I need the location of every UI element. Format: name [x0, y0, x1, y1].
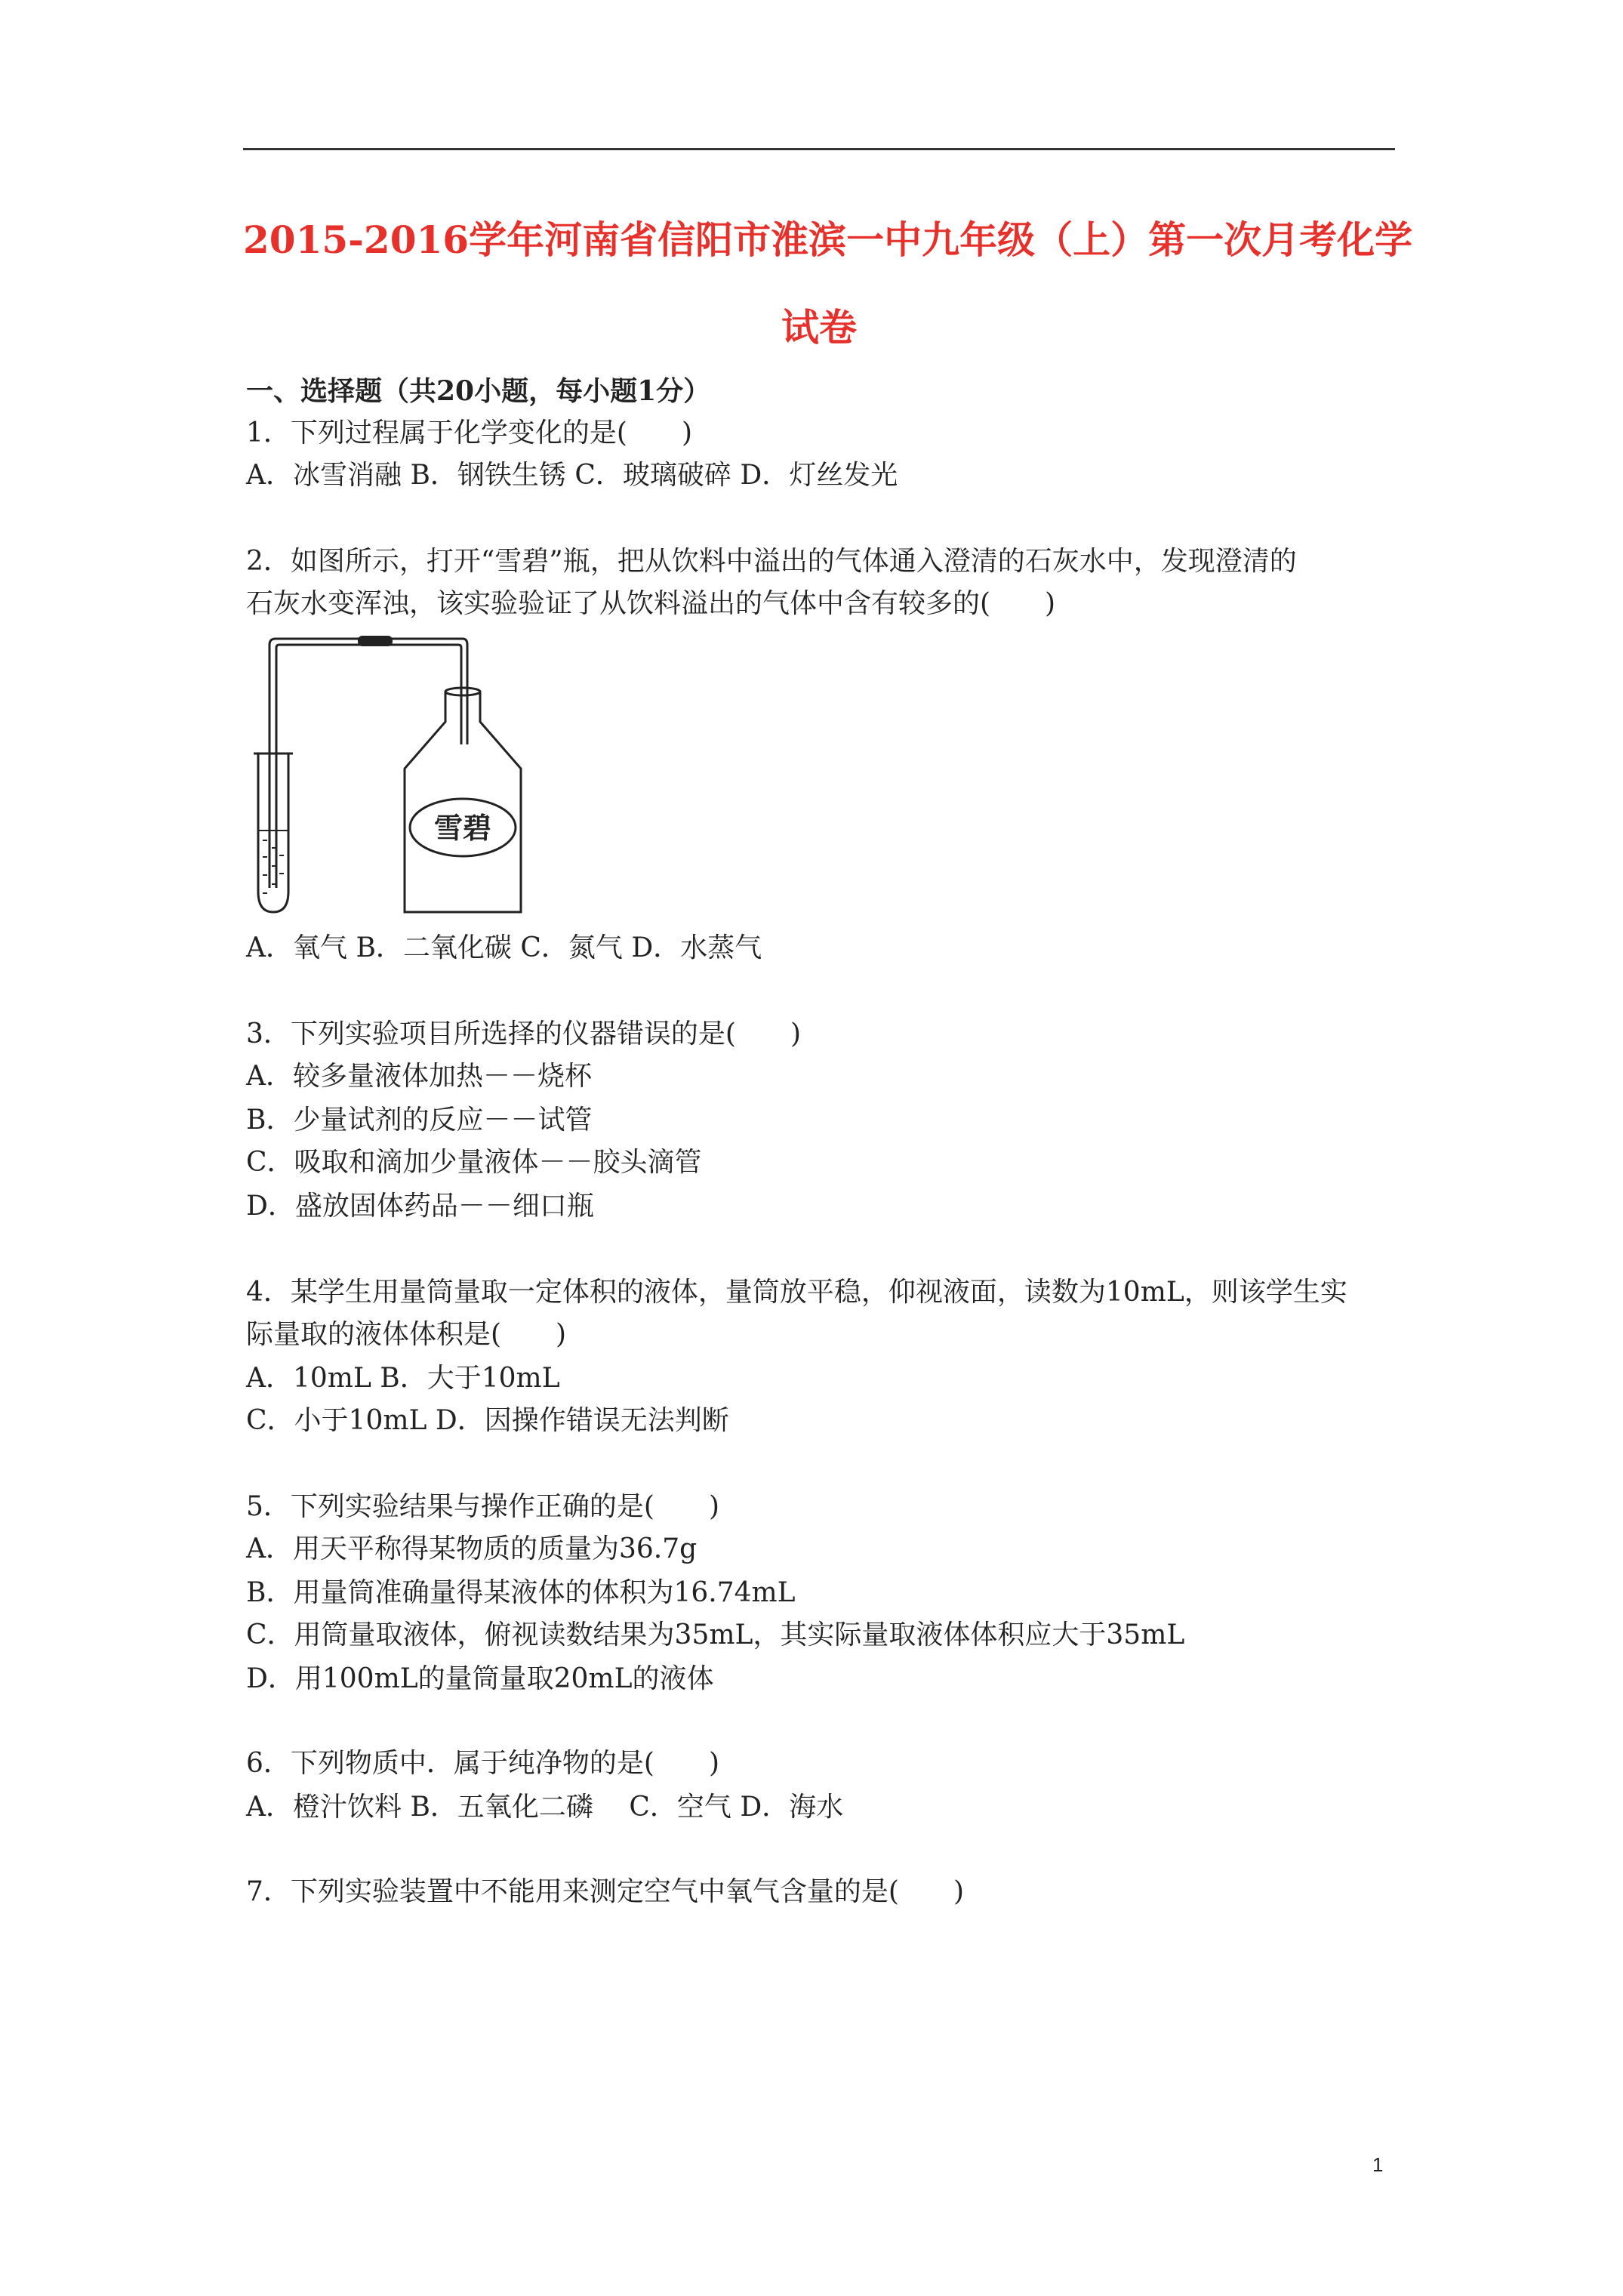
- section-heading: 一、选择题（共20小题，每小题1分）: [246, 375, 711, 407]
- header-rule: [243, 148, 1395, 150]
- question-3-option-d: D．盛放固体药品－－细口瓶: [246, 1191, 594, 1222]
- limewater-bubbles: [263, 840, 284, 894]
- page-number: 1: [1372, 2153, 1384, 2176]
- question-2-stem-line-2: 石灰水变浑浊，该实验验证了从饮料溢出的气体中含有较多的( ): [246, 588, 1056, 619]
- bottle-label-text: 雪碧: [433, 812, 492, 845]
- question-3-option-b: B．少量试剂的反应－－试管: [246, 1105, 593, 1136]
- question-5-option-d: D．用100mL的量筒量取20mL的液体: [246, 1663, 714, 1694]
- question-2-options: A．氧气 B．二氧化碳 C．氮气 D．水蒸气: [246, 932, 762, 963]
- question-5-option-b: B．用量筒准确量得某液体的体积为16.74mL: [246, 1577, 796, 1608]
- bottle-mouth: [445, 688, 480, 695]
- soda-limewater-apparatus-figure: [246, 631, 533, 918]
- question-6-options: A．橙汁饮料 B．五氧化二磷 C．空气 D．海水: [246, 1792, 844, 1823]
- question-4-options-line-1: A．10mL B．大于10mL: [246, 1363, 560, 1394]
- delivery-tube: [269, 639, 467, 888]
- question-3-stem: 3．下列实验项目所选择的仪器错误的是( ): [246, 1019, 801, 1049]
- question-5-option-c: C．用筒量取液体，俯视读数结果为35mL，其实际量取液体体积应大于35mL: [246, 1620, 1185, 1650]
- soda-bottle: [405, 692, 521, 912]
- rubber-connector: [358, 636, 393, 646]
- question-4-stem-line-2: 际量取的液体体积是( ): [246, 1319, 567, 1350]
- question-5-option-a: A．用天平称得某物质的质量为36.7g: [246, 1533, 698, 1564]
- question-5-stem: 5．下列实验结果与操作正确的是( ): [246, 1491, 719, 1522]
- question-1-stem: 1．下列过程属于化学变化的是( ): [246, 418, 692, 448]
- exam-title-line-2: 试卷: [781, 305, 857, 350]
- question-1-options: A．冰雪消融 B．钢铁生锈 C．玻璃破碎 D．灯丝发光: [246, 460, 898, 491]
- question-3-option-c: C．吸取和滴加少量液体－－胶头滴管: [246, 1147, 702, 1178]
- exam-title-line-1: 2015-2016学年河南省信阳市淮滨一中九年级（上）第一次月考化学: [243, 217, 1413, 262]
- question-6-stem: 6．下列物质中．属于纯净物的是( ): [246, 1748, 719, 1779]
- question-4-stem-line-1: 4．某学生用量筒量取一定体积的液体，量筒放平稳，仰视液面，读数为10mL，则该学生实: [246, 1277, 1347, 1308]
- question-4-options-line-2: C．小于10mL D．因操作错误无法判断: [246, 1405, 729, 1436]
- test-tube: [258, 754, 288, 912]
- question-7-stem: 7．下列实验装置中不能用来测定空气中氧气含量的是( ): [246, 1876, 964, 1907]
- question-2-stem-line-1: 2．如图所示，打开“雪碧”瓶，把从饮料中溢出的气体通入澄清的石灰水中，发现澄清的: [246, 546, 1297, 577]
- question-3-option-a: A．较多量液体加热－－烧杯: [246, 1061, 592, 1092]
